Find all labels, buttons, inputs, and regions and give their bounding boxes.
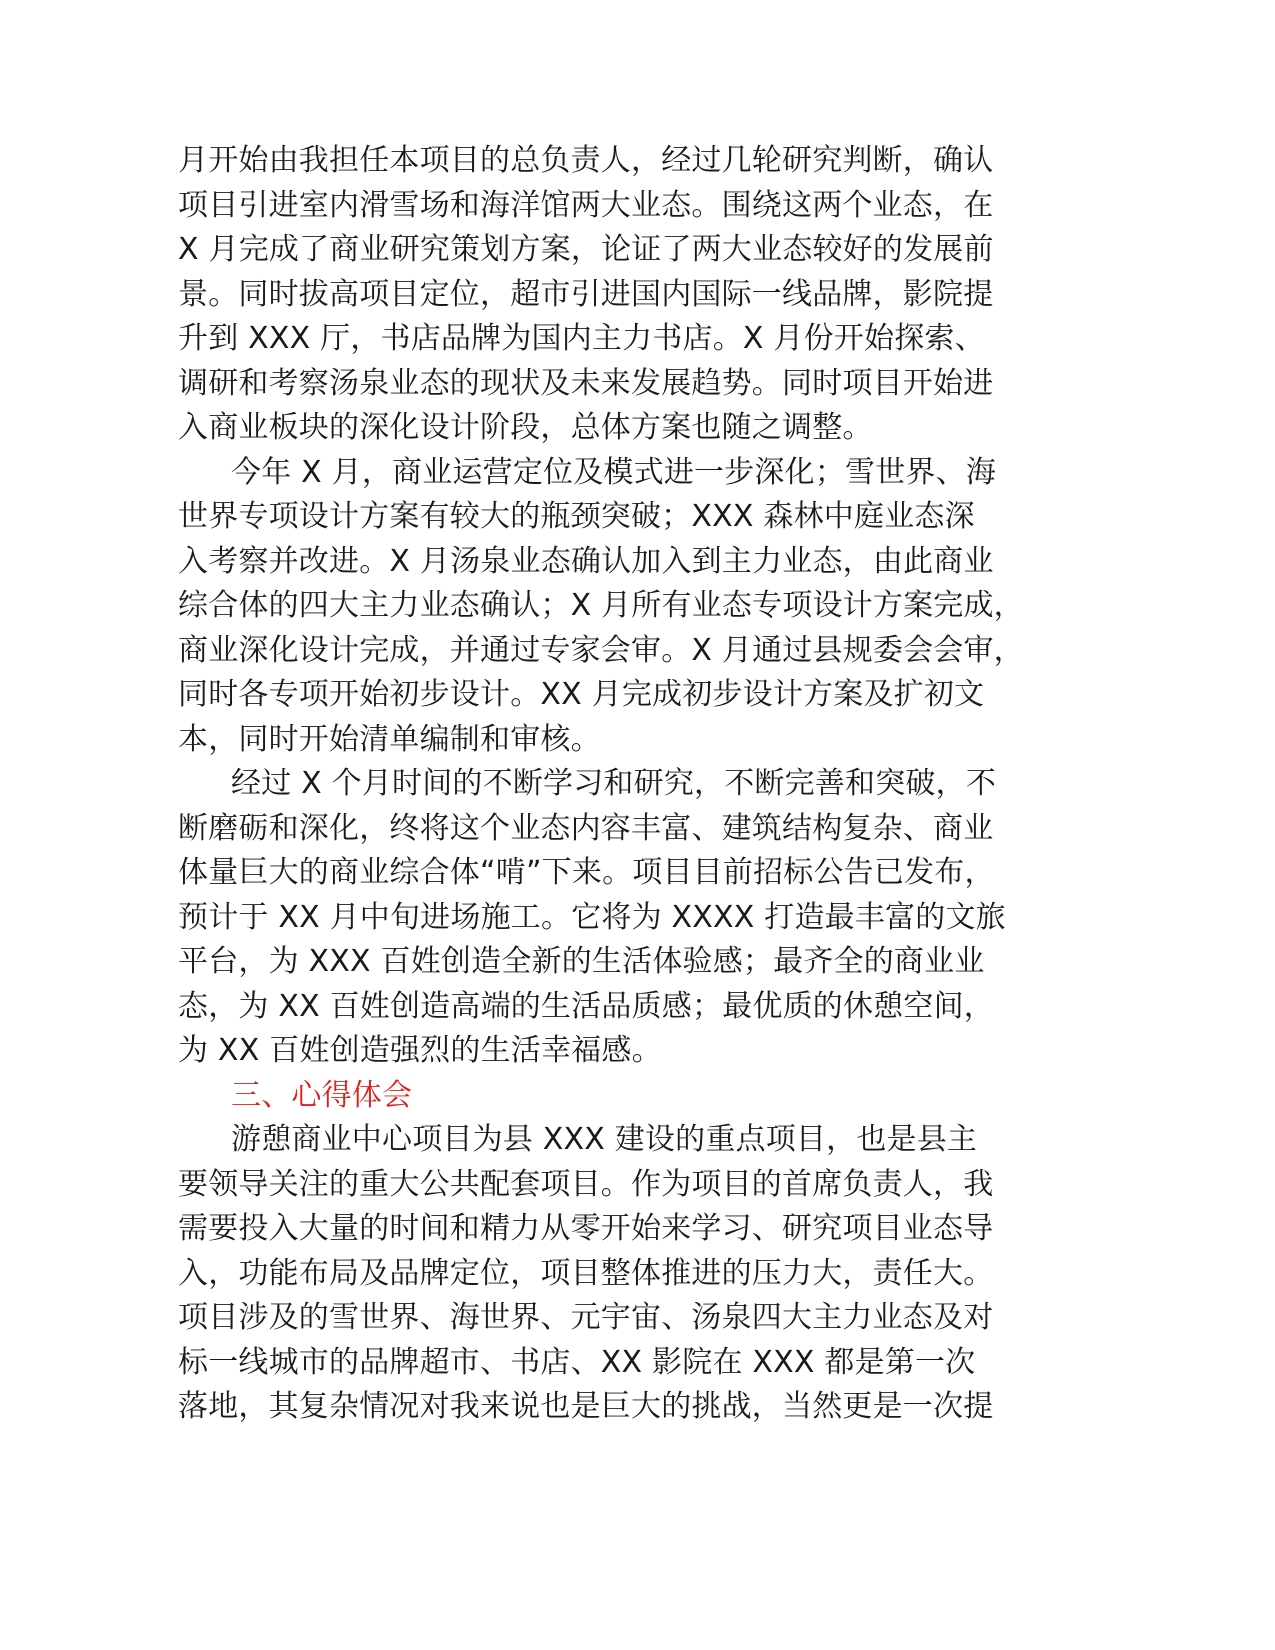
paragraph-3 — [178, 762, 1068, 1074]
paragraph-2 — [178, 451, 1068, 763]
text-line: 标一线城市的品牌超市、书店、XX 影院在 XXX 都是第一次 — [178, 1344, 976, 1380]
text-line: 综合体的四大主力业态确认；X 月所有业态专项设计方案完成， — [178, 588, 1024, 623]
text-line: 本，同时开始清单编制和审核。 — [178, 721, 601, 757]
text-line: 同时各专项开始初步设计。XX 月完成初步设计方案及扩初文 — [178, 677, 985, 712]
text-line: 入，功能布局及品牌定位，项目整体推进的压力大，责任大。 — [178, 1255, 994, 1291]
text-line: 预计于 XX 月中旬进场施工。它将为 XXXX 打造最丰富的文旅 — [178, 899, 1006, 935]
section-heading: 三、心得体会 — [231, 1077, 413, 1113]
text-line: 项目引进室内滑雪场和海洋馆两大业态。围绕这两个业态，在 — [178, 187, 994, 223]
text-line: 落地，其复杂情况对我来说也是巨大的挑战，当然更是一次提 — [178, 1389, 994, 1424]
text-line: 调研和考察汤泉业态的现状及未来发展趋势。同时项目开始进 — [178, 365, 994, 401]
text-line: 为 XX 百姓创造强烈的生活幸福感。 — [178, 1033, 662, 1068]
text-line: 月开始由我担任本项目的总负责人，经过几轮研究判断，确认 — [178, 143, 994, 178]
text-line: X 月完成了商业研究策划方案，论证了两大业态较好的发展前 — [178, 232, 994, 267]
text-line: 商业深化设计完成，并通过专家会审。X 月通过县规委会会审， — [178, 632, 1024, 668]
text-line: 景。同时拔高项目定位，超市引进国内国际一线品牌，影院提 — [178, 276, 994, 312]
text-line: 入商业板块的深化设计阶段，总体方案也随之调整。 — [178, 410, 873, 445]
text-line: 态，为 XX 百姓创造高端的生活品质感；最优质的休憩空间， — [178, 988, 994, 1024]
paragraph-1 — [178, 139, 1068, 451]
text-line: 升到 XXX 厅，书店品牌为国内主力书店。X 月份开始探索、 — [178, 321, 985, 356]
text-line: 断磨砺和深化，终将这个业态内容丰富、建筑结构复杂、商业 — [178, 810, 994, 846]
document-page — [178, 139, 1068, 1430]
text-line: 经过 X 个月时间的不断学习和研究，不断完善和突破，不 — [231, 766, 997, 801]
text-line: 平台，为 XXX 百姓创造全新的生活体验感；最齐全的商业业 — [178, 944, 985, 979]
text-line: 今年 X 月，商业运营定位及模式进一步深化；雪世界、海 — [231, 454, 997, 490]
text-line: 项目涉及的雪世界、海世界、元宇宙、汤泉四大主力业态及对 — [178, 1300, 994, 1335]
text-line: 世界专项设计方案有较大的瓶颈突破；XXX 森林中庭业态深 — [178, 499, 975, 534]
text-line: 要领导关注的重大公共配套项目。作为项目的首席负责人，我 — [178, 1166, 994, 1202]
text-line: 体量巨大的商业综合体“啃”下来。项目目前招标公告已发布， — [178, 855, 995, 890]
text-line: 游憩商业中心项目为县 XXX 建设的重点项目，也是县主 — [231, 1122, 978, 1157]
text-line: 需要投入大量的时间和精力从零开始来学习、研究项目业态导 — [178, 1211, 994, 1246]
text-line: 入考察并改进。X 月汤泉业态确认加入到主力业态，由此商业 — [178, 543, 994, 579]
paragraph-4 — [178, 1118, 1068, 1430]
